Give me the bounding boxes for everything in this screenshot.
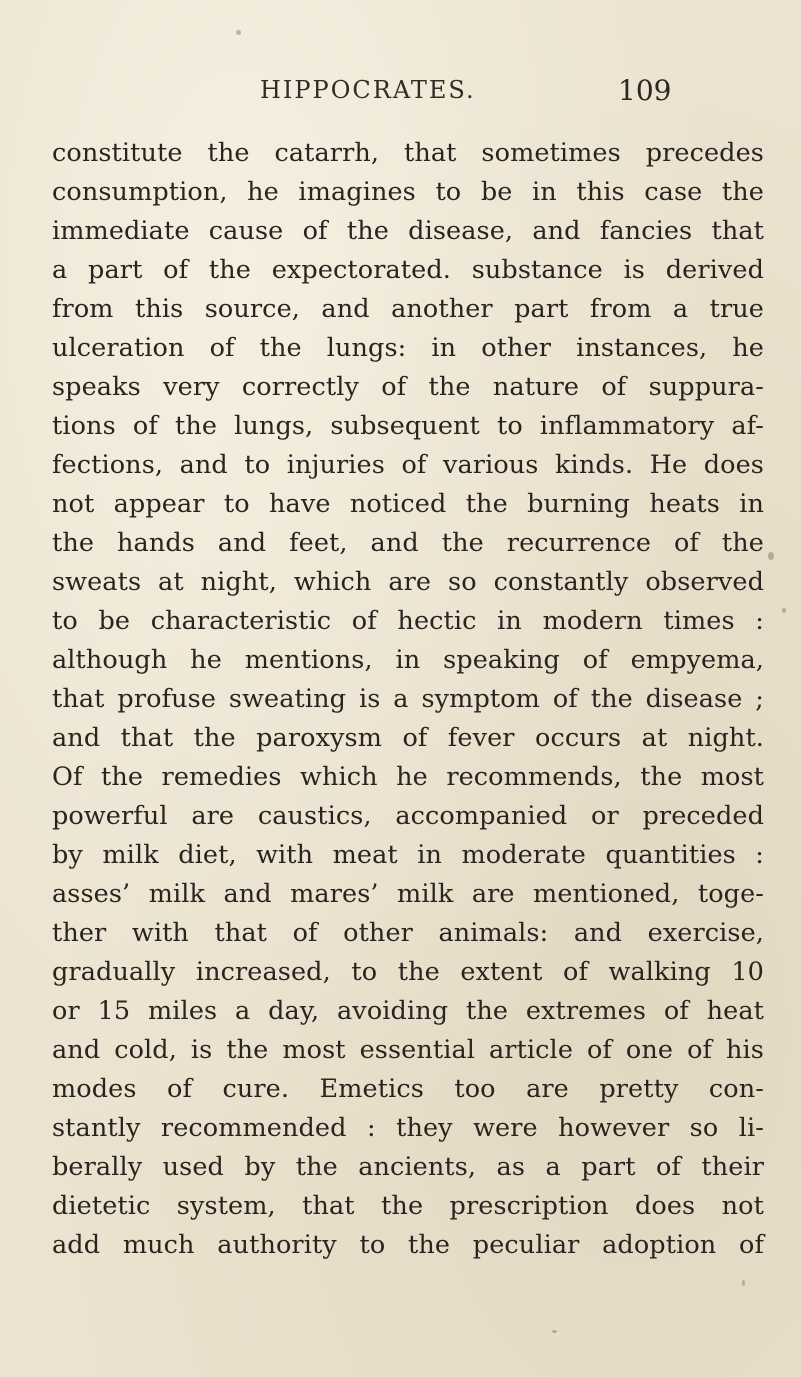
text-line: modes of cure. Emetics too are pretty con- <box>52 1074 764 1104</box>
text-line: fections, and to injuries of various kinds. He does <box>52 450 764 480</box>
text-line: and that the paroxysm of fever occurs at night. <box>52 723 764 753</box>
text-line: powerful are caustics, accompanied or preceded <box>52 801 764 831</box>
page-header <box>0 76 801 116</box>
text-line: not appear to have noticed the burning heats in <box>52 489 764 519</box>
text-line: from this source, and another part from a true <box>52 294 764 324</box>
text-line: gradually increased, to the extent of walking 10 <box>52 957 764 987</box>
text-line: a part of the expectorated. substance is derived <box>52 255 764 285</box>
text-line: and cold, is the most essential article of one of his <box>52 1035 764 1065</box>
text-line: although he mentions, in speaking of empyema, <box>52 645 764 675</box>
text-line: asses’ milk and mares’ milk are mentioned, toge- <box>52 879 764 909</box>
text-line: by milk diet, with meat in moderate quantities : <box>52 840 764 870</box>
text-line: ther with that of other animals: and exercise, <box>52 918 764 948</box>
paper-speck <box>768 552 774 560</box>
text-line: tions of the lungs, subsequent to inflammatory af- <box>52 411 764 441</box>
page-number: 109 <box>618 74 672 107</box>
text-line: berally used by the ancients, as a part of their <box>52 1152 764 1182</box>
text-line: to be characteristic of hectic in modern times : <box>52 606 764 636</box>
running-title: HIPPOCRATES. <box>260 76 476 104</box>
text-line: consumption, he imagines to be in this case the <box>52 177 764 207</box>
text-line: sweats at night, which are so constantly observed <box>52 567 764 597</box>
paper-speck <box>742 1280 745 1286</box>
text-line: or 15 miles a day, avoiding the extremes of heat <box>52 996 764 1026</box>
text-line: Of the remedies which he recommends, the most <box>52 762 764 792</box>
text-line: that profuse sweating is a symptom of the disease ; <box>52 684 764 714</box>
text-line: immediate cause of the disease, and fancies that <box>52 216 764 246</box>
paper-speck <box>552 1330 557 1333</box>
text-line: stantly recommended : they were however so li- <box>52 1113 764 1143</box>
paper-speck <box>782 608 786 613</box>
text-line: dietetic system, that the prescription does not <box>52 1191 764 1221</box>
text-line: add much authority to the peculiar adoption of <box>52 1230 764 1260</box>
text-line: the hands and feet, and the recurrence of the <box>52 528 764 558</box>
paper-speck <box>236 30 241 35</box>
text-line: speaks very correctly of the nature of suppura- <box>52 372 764 402</box>
text-line: ulceration of the lungs: in other instances, he <box>52 333 764 363</box>
body-text <box>52 134 764 1265</box>
text-line: constitute the catarrh, that sometimes precedes <box>52 138 764 168</box>
